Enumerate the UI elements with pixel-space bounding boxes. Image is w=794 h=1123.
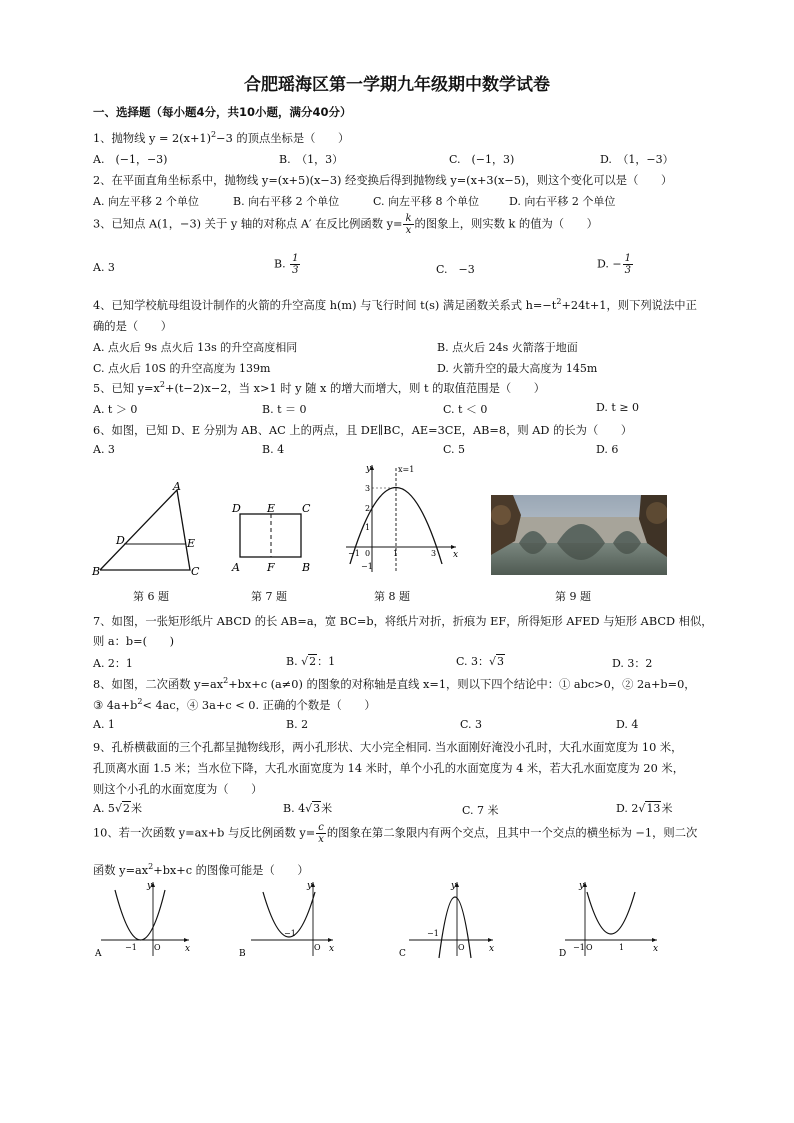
fig7-label-e: E xyxy=(267,502,276,515)
question-8-stem-line1: 8、如图，二次函数 $y=ax^2+bx+c$ (a≠0) 的图象的对称轴是直线 x=1，则以下四个结论中：① abc>0，② 2a+b=0， xyxy=(93,676,696,691)
fig8-tick-3: 3 xyxy=(365,484,371,493)
fig8-y-label: y xyxy=(366,464,372,474)
q6-option-c[interactable]: C. 5 xyxy=(443,443,466,456)
fig7-label-f: F xyxy=(267,561,275,574)
q10-label-b: B xyxy=(239,949,246,959)
fig8-origin: 0 xyxy=(365,549,371,558)
question-10-stem-line1: 10、若一次函数 y=ax+b 与反比例函数 y= $\frac{c}{x}$ 的图象在第二象限内有两个交点，且其中一个交点的横坐标为 −1，则二次 xyxy=(93,822,698,845)
q5-option-c[interactable]: C. t ＜ 0 xyxy=(443,403,488,416)
q1-option-b[interactable]: B. （1，3） xyxy=(279,153,344,166)
fig8-axis-label: x=1 xyxy=(398,465,415,474)
q5-option-d[interactable]: D. t ≥ 0 xyxy=(596,401,640,414)
q9-option-a[interactable]: A. 5√2米 xyxy=(93,802,142,815)
qa-m1: −1 xyxy=(125,943,137,952)
fig7-label-d: D xyxy=(232,502,241,515)
q4-option-c[interactable]: C. 点火后 10S 的升空高度为 139m xyxy=(93,362,271,375)
qb-o: O xyxy=(314,943,321,952)
q7-option-c[interactable]: C. 3：√3 xyxy=(456,655,505,668)
q3-option-b[interactable]: B. $\frac{1}{3}$ xyxy=(274,253,299,276)
q2-option-b[interactable]: B. 向右平移 2 个单位 xyxy=(233,195,340,208)
fig8-tick-1: 1 xyxy=(365,523,371,532)
q4-option-b[interactable]: B. 点火后 24s 火箭落于地面 xyxy=(437,341,578,354)
q10-graph-d[interactable] xyxy=(557,876,661,960)
qd-x: x xyxy=(653,944,659,954)
fig7-label-c: C xyxy=(302,502,311,515)
q4-option-a[interactable]: A. 点火后 9s 点火后 13s 的升空高度相同 xyxy=(93,341,298,354)
qa-o: O xyxy=(154,943,161,952)
q10-graph-b[interactable] xyxy=(237,876,337,960)
fig8-tick-1-x: 1 xyxy=(393,549,399,558)
q3-option-d[interactable]: D. − $\frac{1}{3}$ xyxy=(597,253,632,276)
qc-m1: −1 xyxy=(427,929,439,938)
qa-x: x xyxy=(185,944,191,954)
qb-x: x xyxy=(329,944,335,954)
qd-m1: −1 xyxy=(573,943,585,952)
q3-option-c[interactable]: C. −3 xyxy=(436,263,475,276)
q10-label-a: A xyxy=(95,949,102,959)
q7-option-b[interactable]: B. √2：1 xyxy=(286,655,336,668)
question-2-stem: 2、在平面直角坐标系中，抛物线 y=(x+5)(x−3) 经变换后得到抛物线 y=(x+3(x−5)，则这个变化可以是（ ） xyxy=(93,174,673,187)
q3-option-a[interactable]: A. 3 xyxy=(93,261,115,274)
qc-y: y xyxy=(451,881,457,891)
q1-option-a[interactable]: A. (−1，−3) xyxy=(93,153,168,166)
question-8-stem-line2: ③ $4a+b^2< 4ac$，④ 3a+c < 0. 正确的个数是（ ） xyxy=(93,697,376,712)
qc-o: O xyxy=(458,943,465,952)
q2-option-c[interactable]: C. 向左平移 8 个单位 xyxy=(373,195,480,208)
qb-m1: −1 xyxy=(284,929,296,938)
figure-9-bridge-photo xyxy=(491,495,667,575)
q5-option-a[interactable]: A. t ＞ 0 xyxy=(93,403,138,416)
q8-option-b[interactable]: B. 2 xyxy=(286,718,309,731)
figure-8-caption: 第 8 题 xyxy=(374,590,410,603)
q8-option-a[interactable]: A. 1 xyxy=(93,718,115,731)
question-6-stem: 6、如图，已知 D、E 分别为 AB、AC 上的两点，且 DE∥BC，AE=3CE，AB=8，则 AD 的长为（ ） xyxy=(93,424,633,437)
q8-option-c[interactable]: C. 3 xyxy=(460,718,483,731)
qd-y: y xyxy=(579,881,585,891)
question-7-stem-line1: 7、如图，一张矩形纸片 ABCD 的长 AB=a，宽 BC=b，将纸片对折，折痕为 EF，所得矩形 AFED 与矩形 ABCD 相似， xyxy=(93,615,713,628)
q9-option-c[interactable]: C. 7 米 xyxy=(462,804,499,817)
fig8-tick-2: 2 xyxy=(365,504,371,513)
figure-6-caption: 第 6 题 xyxy=(133,590,169,603)
fig6-label-d: D xyxy=(116,534,125,547)
q2-option-a[interactable]: A. 向左平移 2 个单位 xyxy=(93,195,199,208)
question-10-stem-line2: 函数 $y=ax^2+bx+c$ 的图像可能是（ ） xyxy=(93,862,309,877)
qd-p1: 1 xyxy=(619,943,625,952)
q10-label-c: C xyxy=(399,949,406,959)
fig7-label-a: A xyxy=(232,561,240,574)
fig7-label-b: B xyxy=(302,561,311,574)
question-7-stem-line2: 则 a：b=( ) xyxy=(93,635,175,648)
qc-x: x xyxy=(489,944,495,954)
q10-graph-a[interactable] xyxy=(93,876,193,960)
question-1-stem: 1、抛物线 $y = 2(x+1)^2-3$ 的顶点坐标是（ ） xyxy=(93,130,350,145)
q9-option-b[interactable]: B. 4√3米 xyxy=(283,802,333,815)
fig6-label-e: E xyxy=(187,537,196,550)
fig8-tick-neg1-x: −1 xyxy=(348,549,360,558)
question-3-stem: 3、已知点 A(1，−3) 关于 y 轴的对称点 A′ 在反比例函数 y= $\frac{k}{x}$ 的图象上，则实数 k 的值为（ ） xyxy=(93,213,598,236)
page-title: 合肥瑶海区第一学期九年级期中数学试卷 xyxy=(244,75,550,95)
q3-fraction: $\frac{k}{x}$ xyxy=(405,213,412,236)
question-9-stem-line3: 则这个小孔的水面宽度为（ ） xyxy=(93,783,263,796)
q5-option-b[interactable]: B. t ＝ 0 xyxy=(262,403,307,416)
q6-option-a[interactable]: A. 3 xyxy=(93,443,115,456)
question-4-stem-line1: 4、已知学校航母组设计制作的火箭的升空高度 h(m) 与飞行时间 t(s) 满足函数关系式 $h=-t^2+24t+1$，则下列说法中正 xyxy=(93,297,697,312)
figure-7-caption: 第 7 题 xyxy=(251,590,287,603)
q4-option-d[interactable]: D. 火箭升空的最大高度为 145m xyxy=(437,362,598,375)
q8-option-d[interactable]: D. 4 xyxy=(616,718,639,731)
question-9-stem-line1: 9、孔桥横截面的三个孔都呈抛物线形，两小孔形状、大小完全相同. 当水面刚好淹没小孔时，大孔水面宽度为 10 米， xyxy=(93,741,683,754)
q10-fraction: $\frac{c}{x}$ xyxy=(318,822,324,845)
question-4-stem-line2: 确的是（ ） xyxy=(93,320,173,333)
figure-8-parabola xyxy=(340,460,462,578)
qb-y: y xyxy=(307,881,313,891)
q6-option-d[interactable]: D. 6 xyxy=(596,443,619,456)
fig8-x-label: x xyxy=(453,550,459,560)
qd-o: O xyxy=(586,943,593,952)
fig8-tick-3-x: 3 xyxy=(431,549,437,558)
figure-6-triangle xyxy=(90,478,202,578)
q2-option-d[interactable]: D. 向右平移 2 个单位 xyxy=(509,195,616,208)
fig8-tick-neg1-y: −1 xyxy=(361,562,373,571)
fig6-label-a: A xyxy=(173,480,181,493)
figure-9-caption: 第 9 题 xyxy=(555,590,591,603)
figure-7-rectangle xyxy=(228,498,320,578)
fig6-label-c: C xyxy=(191,565,200,578)
q6-option-b[interactable]: B. 4 xyxy=(262,443,285,456)
q9-option-d[interactable]: D. 2√13米 xyxy=(616,802,673,815)
section-heading: 一、选择题（每小题4分，共10小题，满分40分） xyxy=(93,105,352,119)
q7-option-a[interactable]: A. 2：1 xyxy=(93,657,133,670)
q7-option-d[interactable]: D. 3：2 xyxy=(612,657,653,670)
fig6-label-b: B xyxy=(92,565,101,578)
question-5-stem: 5、已知 $y=x^2+(t-2)x-2$，当 x>1 时 y 随 x 的增大而增大，则 t 的取值范围是（ ） xyxy=(93,380,546,395)
q10-graph-c[interactable] xyxy=(397,876,497,960)
q1-option-d[interactable]: D. （1，−3） xyxy=(600,153,674,166)
q10-label-d: D xyxy=(559,949,567,959)
q1-option-c[interactable]: C. (−1，3) xyxy=(449,153,515,166)
qa-y: y xyxy=(147,881,153,891)
question-9-stem-line2: 孔顶离水面 1.5 米；当水位下降，大孔水面宽度为 14 米时，单个小孔的水面宽度为 4 米，若大孔水面宽度为 20 米， xyxy=(93,762,684,775)
